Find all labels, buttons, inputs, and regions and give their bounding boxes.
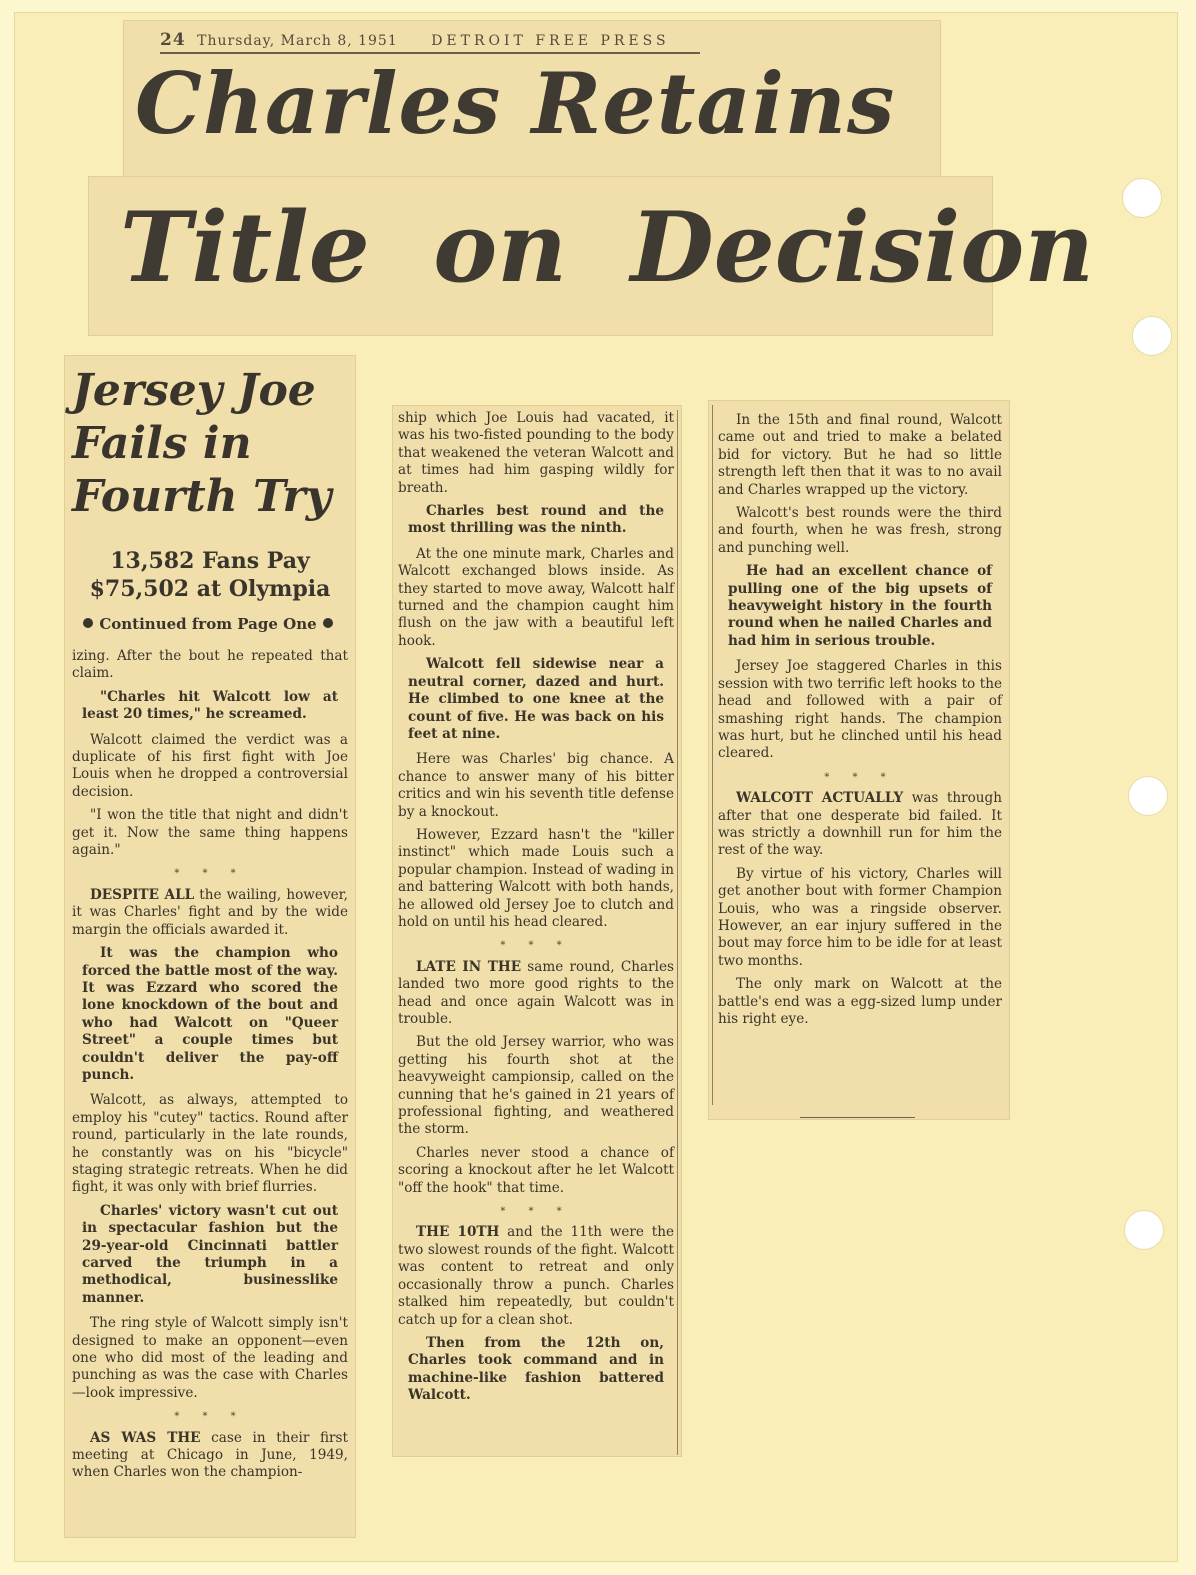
paragraph: At the one minute mark, Charles and Walcott exchanged blows inside. As they started to move away, Walcott half turned and the champion caught him flush on the jaw with a beautiful left hook. — [398, 545, 674, 649]
article-column-1 — [72, 648, 348, 1488]
bullet-icon — [323, 618, 333, 628]
paragraph — [72, 887, 348, 939]
article-column-2 — [398, 410, 674, 1413]
bold-paragraph: "Charles hit Walcott low at least 20 times," he screamed. — [82, 688, 338, 723]
binder-hole-lower — [1128, 776, 1168, 816]
newspaper-name: DETROIT FREE PRESS — [431, 33, 670, 49]
bold-paragraph: It was the champion who forced the battle most of the way. It was Ezzard who scored the lone knockdown of the bout and who had Walcott on "Queer Street" a couple times but couldn't deliver the pay-off punch. — [82, 945, 338, 1083]
paragraph: ship which Joe Louis had vacated, it was his two-fisted pounding to the body that weakened the veteran Walcott and at times had him gasping wildly for breath. — [398, 410, 674, 496]
continued-line — [66, 615, 350, 633]
paragraph-lead: DESPITE ALL — [90, 886, 195, 903]
headline-line2: Title on Decision — [120, 191, 1095, 304]
paragraph-text: same round, Charles landed two more good rights to the head and once again Walcott was in trouble. — [398, 958, 674, 1027]
subdeck-headline — [80, 548, 340, 603]
paragraph: Walcott's best rounds were the third and fourth, when he was fresh, strong and punching well. — [718, 505, 1002, 556]
bold-paragraph: Charles best round and the most thrilling was the ninth. — [408, 503, 664, 537]
paragraph — [398, 959, 674, 1029]
paragraph-text: and the 11th were the two slowest rounds of the fight. Walcott was content to retreat and only occasionally throw a punch. Charles stalked him repeatedly, but couldn't catch up for a clean shot. — [398, 1224, 674, 1328]
page-number: 24 — [160, 30, 186, 50]
deck-line2: Fails in — [72, 417, 252, 469]
bold-paragraph: Charles' victory wasn't cut out in spectacular fashion but the 29-year-old Cincinnati battler carved the triumph in a methodical, businesslike manner. — [82, 1202, 338, 1306]
deck-headline — [72, 365, 342, 523]
article-column-3 — [718, 412, 1002, 1034]
end-rule — [800, 1117, 915, 1118]
deck-line3: Fourth Try — [72, 470, 332, 522]
paragraph-lead: WALCOTT ACTUALLY — [736, 790, 904, 807]
section-break: * * * — [500, 1206, 572, 1218]
paragraph-lead: AS WAS THE — [90, 1429, 201, 1446]
paragraph: Walcott claimed the verdict was a duplicate of his first fight with Joe Louis when he dropped a controversial decision. — [72, 731, 348, 800]
paragraph — [398, 1224, 674, 1328]
bold-paragraph: Then from the 12th on, Charles took command and in machine-like fashion battered Walcott. — [408, 1334, 664, 1404]
bold-paragraph: He had an excellent chance of pulling one of the big upsets of heavyweight history in the fourth round when he nailed Charles and had him in serious trouble. — [728, 563, 992, 649]
continued-text: Continued from Page One — [99, 615, 317, 633]
headline-line1: Charles Retains — [135, 54, 896, 153]
binder-hole-bottom — [1124, 1210, 1164, 1250]
paragraph: Here was Charles' big chance. A chance to answer many of his bitter critics and win his seventh title defense by a knockout. — [398, 751, 674, 820]
binder-hole-top — [1122, 178, 1162, 218]
section-break: * * * — [174, 868, 246, 880]
paragraph: However, Ezzard hasn't the "killer instinct" which made Louis such a popular champion. Instead of wading in and battering Walcott with both hands, he allowed old Jersey Joe to clutch and hold on until his head cleared. — [398, 826, 674, 930]
paragraph-lead: THE 10TH — [416, 1224, 500, 1241]
deck-line1: Jersey Joe — [72, 365, 316, 416]
subdeck-line1: 13,582 Fans Pay — [110, 548, 310, 574]
paragraph: "I won the title that night and didn't get it. Now the same thing happens again." — [72, 807, 348, 859]
paragraph-text: the wailing, however, it was Charles' fight and by the wide margin the officials awarded it. — [72, 886, 348, 938]
paragraph: izing. After the bout he repeated that claim. — [72, 648, 348, 682]
paragraph: Jersey Joe staggered Charles in this session with two terrific left hooks to the head and followed with a pair of smashing right hands. The champion was hurt, but he clinched until his head cleared. — [718, 658, 1002, 762]
paragraph: Walcott, as always, attempted to employ his "cutey" tactics. Round after round, particularly in the late rounds, he constantly was on his "bicycle" staging strategic retreats. When he did fight, it was only with brief flurries. — [72, 1092, 348, 1196]
bullet-icon — [83, 618, 93, 628]
paragraph — [72, 1430, 348, 1482]
date: Thursday, March 8, 1951 — [197, 33, 398, 49]
paragraph: The ring style of Walcott simply isn't designed to make an opponent—even one who did most of the leading and punching as was the case with Charles—look impressive. — [72, 1315, 348, 1401]
subdeck-line2: $75,502 at Olympia — [89, 575, 331, 602]
column-rule — [677, 410, 678, 1455]
paragraph: But the old Jersey warrior, who was getting his fourth shot at the heavyweight campionsip, called on the cunning that he's gained in 21 years of professional fighting, and weathered the storm. — [398, 1034, 674, 1138]
paragraph: By virtue of his victory, Charles will get another bout with former Champion Louis, who was a ringside observer. However, an ear injury suffered in the bout may force him to be idle for at least two months. — [718, 865, 1002, 969]
section-break: * * * — [500, 940, 572, 952]
paragraph: The only mark on Walcott at the battle's end was a egg-sized lump under his right eye. — [718, 976, 1002, 1027]
column-rule — [712, 405, 713, 1105]
paragraph-text: was through after that one desperate bid failed. It was strictly a downhill run for him the rest of the way. — [718, 790, 1002, 859]
section-break: * * * — [824, 771, 896, 783]
paragraph-text: case in their first meeting at Chicago in June, 1949, when Charles won the champion- — [72, 1429, 348, 1481]
paragraph — [718, 790, 1002, 860]
section-break: * * * — [174, 1411, 246, 1423]
paragraph-lead: LATE IN THE — [416, 958, 522, 975]
dateline — [160, 30, 700, 54]
binder-hole-middle — [1132, 316, 1172, 356]
bold-paragraph: Walcott fell sidewise near a neutral corner, dazed and hurt. He climbed to one knee at the count of five. He was back on his feet at nine. — [408, 656, 664, 742]
paragraph: In the 15th and final round, Walcott came out and tried to make a belated bid for victory. But he had so little strength left then that it was to no avail and Charles wrapped up the victory. — [718, 412, 1002, 498]
paragraph: Charles never stood a chance of scoring a knockout after he let Walcott "off the hook" that time. — [398, 1144, 674, 1196]
